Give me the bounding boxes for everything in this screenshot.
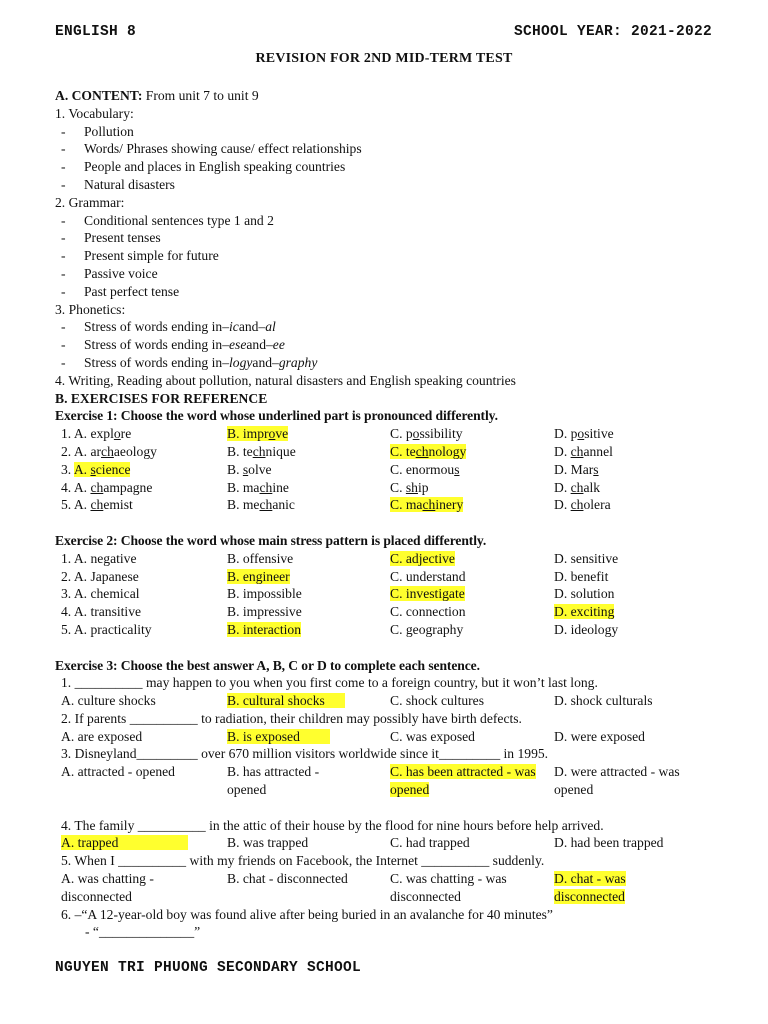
option: 1. A. negative <box>61 550 137 566</box>
content-heading-rest: From unit 7 to unit 9 <box>142 88 259 103</box>
option: C. geography <box>390 621 464 637</box>
option: C. possibility <box>390 426 463 442</box>
option: A. culture shocks <box>61 693 156 709</box>
option: D. Mars <box>554 461 599 477</box>
list-item: - Conditional sentences type 1 and 2 <box>61 212 274 228</box>
option: 4. A. transitive <box>61 604 142 620</box>
option: 1. A. explore <box>61 426 132 442</box>
ex2-row <box>55 621 715 639</box>
option: B. is exposed <box>227 728 390 746</box>
list-item: - Stress of words ending in –logy and –graphy <box>61 354 318 370</box>
option: C. investigate <box>390 586 465 602</box>
ex1-row <box>55 443 715 461</box>
phonetics-title: 3. Phonetics: <box>55 301 126 317</box>
option: B. impressive <box>227 604 302 620</box>
list-item: - Natural disasters <box>61 176 175 192</box>
answer-row <box>55 870 715 906</box>
content-heading: A. CONTENT: <box>55 88 143 103</box>
option: B. interaction <box>227 621 301 637</box>
list-item: - Pollution <box>61 123 134 139</box>
option: 2. A. archaeology <box>61 443 157 459</box>
list-item: - Present tenses <box>61 230 161 246</box>
option: C. understand <box>390 568 466 584</box>
option: A. attracted - opened <box>61 764 175 780</box>
option: C. enormous <box>390 461 460 477</box>
list-item: - Words/ Phrases showing cause/ effect relationships <box>61 141 362 157</box>
option: C. technology <box>390 443 467 459</box>
option: B. improve <box>227 426 289 442</box>
subject-label: ENGLISH 8 <box>55 24 137 40</box>
option: B. mechanic <box>227 497 295 513</box>
document-body <box>55 87 715 941</box>
option: D. ideology <box>554 621 619 637</box>
option: B. machine <box>227 479 289 495</box>
list-item: - Stress of words ending in –ic and –al <box>61 319 276 335</box>
ex1-row <box>55 461 715 479</box>
option: C. connection <box>390 604 466 620</box>
list-item: - Present simple for future <box>61 248 219 264</box>
question-4: 4. The family __________ in the attic of their house by the flood for nine hours before help arrived. <box>61 817 604 833</box>
list-item: - People and places in English speaking countries <box>61 159 346 175</box>
school-name-footer: NGUYEN TRI PHUONG SECONDARY SCHOOL <box>55 960 362 976</box>
ex3-title: Exercise 3: Choose the best answer A, B, C or D to complete each sentence. <box>55 657 480 673</box>
option: D. had been trapped <box>554 835 664 851</box>
question-6-answer: - “______________” <box>85 924 201 940</box>
option: C. was exposed <box>390 728 475 744</box>
option: D. solution <box>554 586 615 602</box>
page-title: REVISION FOR 2ND MID-TERM TEST <box>255 51 513 66</box>
option: D. chat - was disconnected <box>554 871 626 904</box>
option: C. has been attracted - was opened <box>390 764 536 798</box>
grammar-title: 2. Grammar: <box>55 194 125 210</box>
option: A. was chatting - disconnected <box>61 871 154 904</box>
option: B. technique <box>227 443 296 459</box>
option: C. was chatting - was disconnected <box>390 871 507 904</box>
option: 2. A. Japanese <box>61 568 139 584</box>
answer-row <box>55 692 715 710</box>
option: B. impossible <box>227 586 302 602</box>
list-item: - Passive voice <box>61 265 158 281</box>
option: B. offensive <box>227 550 294 566</box>
option: D. chalk <box>554 479 601 495</box>
ex2-row <box>55 550 715 568</box>
option: D. positive <box>554 426 614 442</box>
vocab-title: 1. Vocabulary: <box>55 105 134 121</box>
question-3: 3. Disneyland_________ over 670 million visitors worldwide since it_________ in 1995. <box>61 746 549 762</box>
school-year-label: SCHOOL YEAR: 2021-2022 <box>513 24 712 40</box>
option: D. benefit <box>554 568 609 584</box>
option: D. sensitive <box>554 550 619 566</box>
option: A. are exposed <box>61 728 143 744</box>
ex2-row <box>55 585 715 603</box>
ex1-title: Exercise 1: Choose the word whose underlined part is pronounced differently. <box>55 408 498 424</box>
option: 5. A. practicality <box>61 621 152 637</box>
ex1-row <box>55 479 715 497</box>
question-1: 1. __________ may happen to you when you first come to a foreign country, but it won’t last long. <box>61 675 598 691</box>
option: B. chat - disconnected <box>227 871 348 887</box>
option: D. were exposed <box>554 728 645 744</box>
list-item: - Past perfect tense <box>61 283 180 299</box>
option: D. channel <box>554 443 613 459</box>
option: B. solve <box>227 461 272 477</box>
option: C. adjective <box>390 550 455 566</box>
option: B. was trapped <box>227 835 309 851</box>
ex2-row <box>55 603 715 621</box>
ex1-row <box>55 496 715 514</box>
writing-line: 4. Writing, Reading about pollution, natural disasters and English speaking countries <box>55 372 516 388</box>
question-2: 2. If parents __________ to radiation, their children may possibly have birth defects. <box>61 710 522 726</box>
ex2-row <box>55 568 715 586</box>
answer-row <box>55 834 715 852</box>
list-item: - Stress of words ending in –ese and –ee <box>61 337 285 353</box>
option: C. machinery <box>390 497 464 513</box>
option: D. exciting <box>554 604 615 620</box>
option: C. had trapped <box>390 835 470 851</box>
option: B. engineer <box>227 568 290 584</box>
option: D. were attracted - was opened <box>554 764 680 798</box>
content-heading-line <box>55 87 715 105</box>
option: A. trapped <box>55 834 227 852</box>
ex2-title: Exercise 2: Choose the word whose main stress pattern is placed differently. <box>55 532 487 548</box>
question-6: 6. –“A 12-year-old boy was found alive after being buried in an avalanche for 40 minutes” <box>61 906 553 922</box>
answer-row <box>55 763 715 799</box>
question-5: 5. When I __________ with my friends on Facebook, the Internet __________ suddenly. <box>61 853 545 869</box>
option: B. cultural shocks <box>227 692 390 710</box>
ex1-row <box>55 425 715 443</box>
exercises-heading: B. EXERCISES FOR REFERENCE <box>55 390 268 406</box>
option: D. cholera <box>554 497 611 513</box>
option: C. ship <box>390 479 429 495</box>
option: D. shock culturals <box>554 693 653 709</box>
answer-row <box>55 728 715 746</box>
option: B. has attracted - opened <box>227 764 320 798</box>
option: 3. A. chemical <box>61 586 140 602</box>
option: 3. A. science <box>61 461 131 477</box>
option: 5. A. chemist <box>61 497 133 513</box>
option: 4. A. champagne <box>61 479 153 495</box>
option: C. shock cultures <box>390 693 485 709</box>
